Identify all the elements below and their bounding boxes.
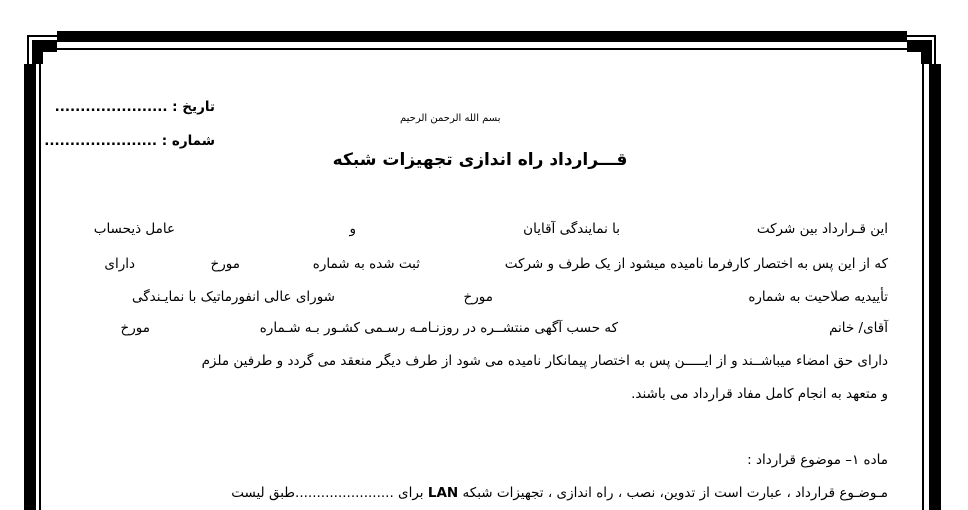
- line4-seg1: آقای/ خانم: [829, 320, 888, 336]
- border-top-outer-left: [27, 35, 57, 37]
- line3-seg1: تأییدیه صلاحیت به شماره: [748, 289, 888, 305]
- line1-seg1: این قـرارداد بین شرکت: [756, 221, 888, 237]
- border-top-thick: [57, 31, 907, 42]
- line4-seg2: که حسب آگهی منتشــره در روزنـامـه رسـمی کشـور بـه شـماره: [259, 320, 618, 336]
- line6: و متعهد به انجام کامل مفاد قرارداد می باشند.: [631, 386, 888, 402]
- number-field: شماره : ......................: [44, 133, 215, 149]
- article1-text-b: برای .......................طبق لیست: [231, 485, 424, 501]
- border-top-thin: [57, 48, 907, 50]
- document-title: قـــرارداد راه اندازی تجهیزات شبکه: [332, 150, 628, 170]
- corner-right-2: [921, 40, 932, 64]
- article1-heading: ماده ۱– موضوع قرارداد :: [747, 452, 888, 468]
- corner-left-2: [32, 40, 43, 64]
- line1-seg2: با نمایندگی آقایان: [523, 221, 620, 237]
- border-left-thick: [24, 64, 36, 510]
- line4-seg3: مورخ: [120, 320, 150, 336]
- article1-lan: LAN: [427, 485, 459, 501]
- bismillah: بسم الله الرحمن الرحیم: [400, 113, 501, 124]
- line5: دارای حق امضاء میباشــند و از ایـــــن پس به اختصار پیمانکار نامیده می شود از طرف دیگر منعقد می گردد و طرفین ملزم: [201, 353, 888, 369]
- line3-seg2: مورخ: [463, 289, 493, 305]
- line2-seg1: که از این پس به اختصار کارفرما نامیده میشود از یک طرف و شرکت: [504, 256, 888, 272]
- line3-seg3: شورای عالی انفورماتیک با نمایـندگی: [131, 289, 335, 305]
- line2-seg4: دارای: [104, 256, 135, 272]
- border-right-thin: [922, 64, 924, 510]
- line2-seg3: مورخ: [210, 256, 240, 272]
- date-field: تاریخ : ......................: [54, 99, 215, 115]
- article1-text: [231, 484, 888, 502]
- border-outer-left: [27, 35, 29, 65]
- line1-seg4: عامل ذیحساب: [93, 221, 175, 237]
- border-outer-right: [934, 35, 936, 65]
- line1-seg3: و: [349, 221, 356, 237]
- border-top-outer-right: [907, 35, 936, 37]
- border-left-thin: [39, 64, 41, 510]
- border-right-thick: [929, 64, 941, 510]
- article1-text-a: مـوضـوع قرارداد ، عبارت است از تدوین، نصب ، راه اندازی ، تجهیزات شبکه: [462, 485, 888, 501]
- line2-seg2: ثبت شده به شماره: [312, 256, 420, 272]
